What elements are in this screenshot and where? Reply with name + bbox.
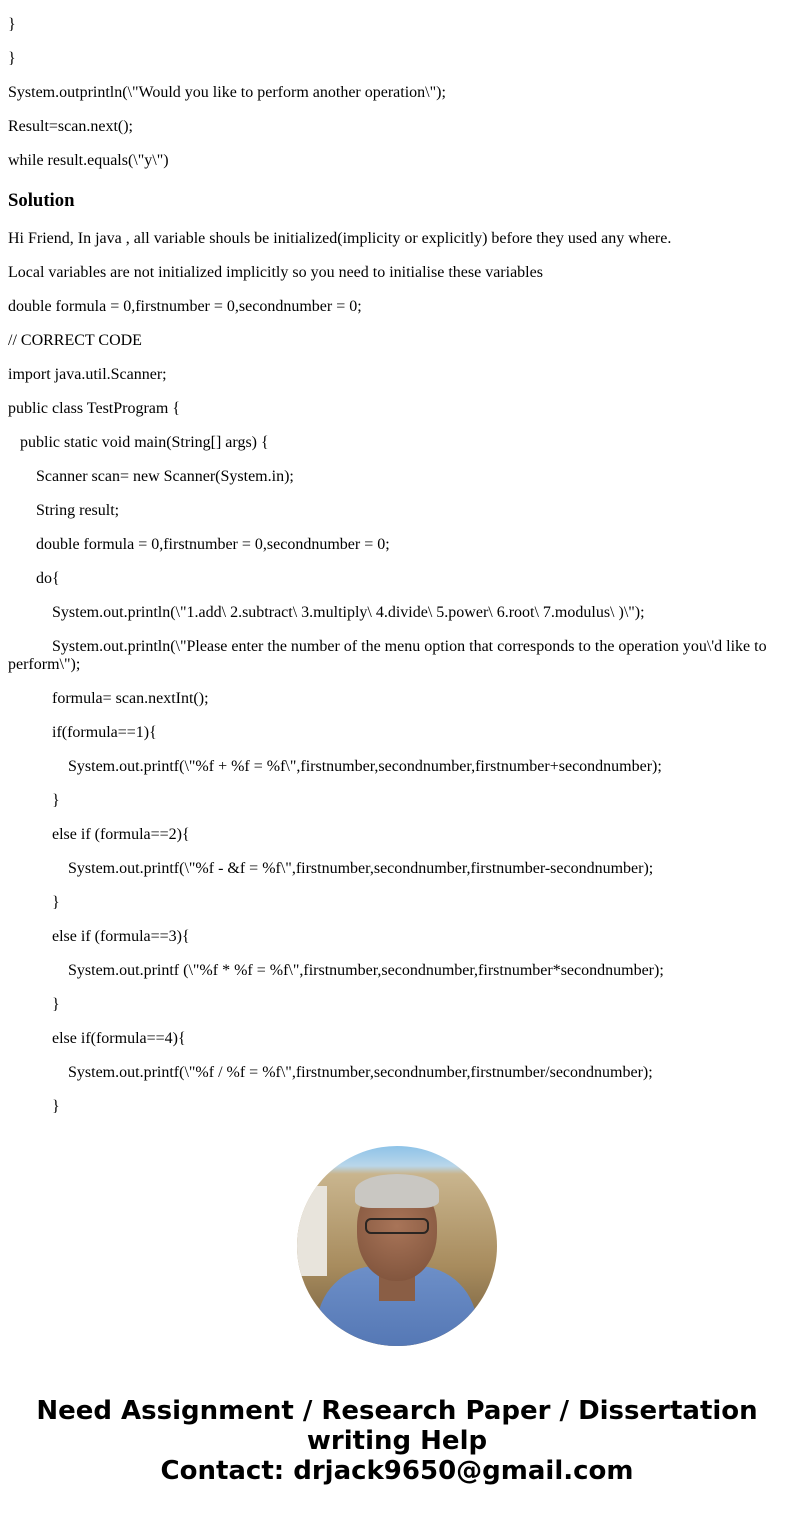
text-line: Local variables are not initialized implicitly so you need to initialise these variables bbox=[8, 264, 543, 281]
code-line: System.out.printf(\"%f - &f = %f\",firstnumber,secondnumber,firstnumber-secondnumber); bbox=[68, 860, 654, 877]
code-line: if(formula==1){ bbox=[52, 724, 157, 741]
code-line: Scanner scan= new Scanner(System.in); bbox=[36, 468, 294, 485]
footer-contact: Contact: drjack9650@gmail.com bbox=[160, 1456, 634, 1486]
code-line: formula= scan.nextInt(); bbox=[52, 690, 209, 707]
code-line: System.out.println(\"Please enter the number of the menu option that corresponds to the operation you\'d like to perform\"); bbox=[8, 638, 767, 673]
text-line: while result.equals(\"y\") bbox=[8, 152, 169, 169]
code-line: do{ bbox=[36, 570, 60, 587]
text-line: Hi Friend, In java , all variable shouls be initialized(implicity or explicitly) before they used any where. bbox=[8, 230, 672, 247]
code-line: } bbox=[52, 996, 60, 1013]
code-line: else if(formula==4){ bbox=[52, 1030, 186, 1047]
text-line: } bbox=[8, 50, 16, 67]
text-line: public class TestProgram { bbox=[8, 400, 181, 417]
text-line: } bbox=[8, 16, 16, 33]
solution-heading: Solution bbox=[8, 190, 75, 211]
text-line: // CORRECT CODE bbox=[8, 332, 142, 349]
code-line: } bbox=[52, 894, 60, 911]
code-line: public static void main(String[] args) { bbox=[20, 434, 269, 451]
code-line: double formula = 0,firstnumber = 0,secondnumber = 0; bbox=[36, 536, 390, 553]
code-line: } bbox=[52, 792, 60, 809]
code-line: System.out.printf(\"%f + %f = %f\",firstnumber,secondnumber,firstnumber+secondnumber); bbox=[68, 758, 662, 775]
text-line: double formula = 0,firstnumber = 0,secondnumber = 0; bbox=[8, 298, 362, 315]
code-line: else if (formula==3){ bbox=[52, 928, 190, 945]
code-line: System.out.printf(\"%f / %f = %f\",firstnumber,secondnumber,firstnumber/secondnumber); bbox=[68, 1064, 653, 1081]
text-line: Result=scan.next(); bbox=[8, 118, 133, 135]
code-line: System.out.println(\"1.add\ 2.subtract\ 3.multiply\ 4.divide\ 5.power\ 6.root\ 7.modulus\ )\"); bbox=[52, 604, 645, 621]
footer-headline: Need Assignment / Research Paper / Dissertation writing Help bbox=[36, 1396, 758, 1456]
code-line: } bbox=[52, 1098, 60, 1115]
text-line: System.outprintln(\"Would you like to perform another operation\"); bbox=[8, 84, 446, 101]
code-line: else if (formula==2){ bbox=[52, 826, 190, 843]
code-line: System.out.printf (\"%f * %f = %f\",firstnumber,secondnumber,firstnumber*secondnumber); bbox=[68, 962, 664, 979]
text-line: import java.util.Scanner; bbox=[8, 366, 167, 383]
code-line: String result; bbox=[36, 502, 120, 519]
contact-footer bbox=[8, 1396, 786, 1486]
author-photo bbox=[297, 1146, 497, 1346]
author-photo-container bbox=[8, 1146, 786, 1346]
